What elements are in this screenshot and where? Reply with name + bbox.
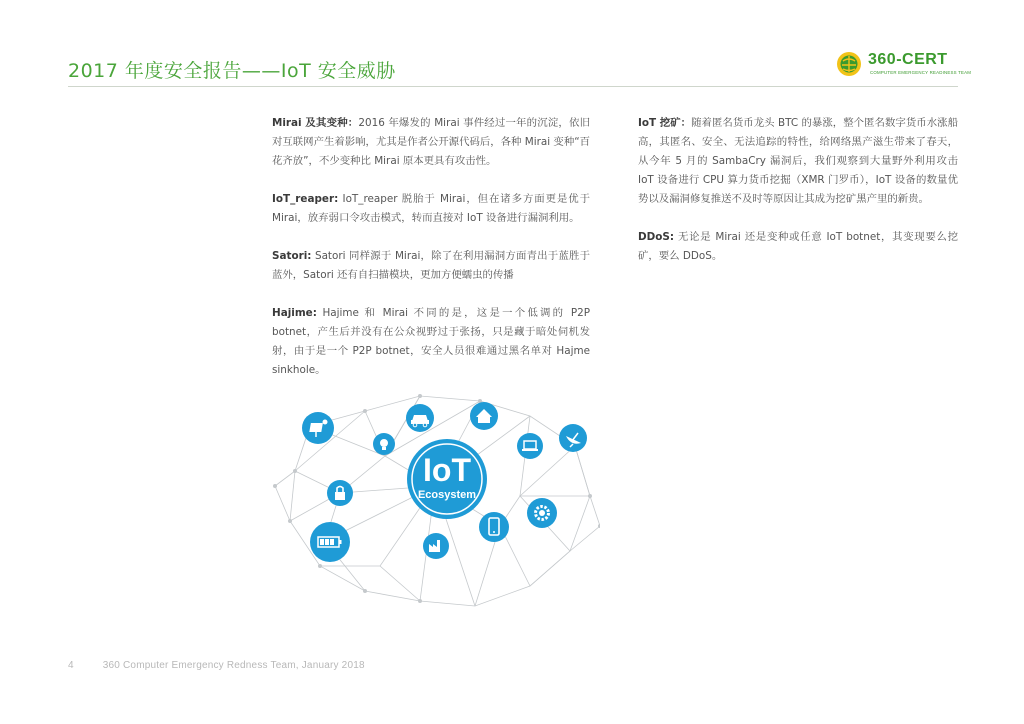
left-column xyxy=(272,114,590,399)
term-label: DDoS: xyxy=(638,231,675,243)
paragraph-text: 2016 年爆发的 Mirai 事件经过一年的沉淀，依旧对互联网产生着影响，尤其是作者公开源代码后，各种 Mirai 变种“百花齐放”，不少变种比 Mirai 原本更具有攻击性。 xyxy=(272,117,591,167)
footer-text: 360 Computer Emergency Redness Team, January 2018 xyxy=(102,660,365,671)
right-column xyxy=(638,114,958,285)
term-label: Satori: xyxy=(272,250,312,262)
term-label: Hajime: xyxy=(272,307,317,319)
paragraph-hajime xyxy=(272,304,590,380)
smartphone-icon xyxy=(479,512,509,542)
padlock-icon xyxy=(327,480,353,506)
solar-panel-icon xyxy=(302,412,334,444)
paragraph-text: Satori 同样源于 Mirai，除了在利用漏洞方面青出于蓝胜于蓝外，Satori 还有自扫描模块，更加方便蠕虫的传播 xyxy=(272,250,590,281)
term-label: Mirai 及其变种： xyxy=(272,117,359,129)
house-icon xyxy=(470,402,498,430)
logo-wordmark: 360-CERT xyxy=(868,51,948,68)
iot-center-hub xyxy=(407,439,487,519)
paragraph-text: Hajime 和 Mirai 不同的是，这是一个低调的 P2P botnet，产生后并没有在公众视野过于张扬，只是藏于暗处伺机发射，由于是一个 P2P botnet，安全人员很难通过黑名单对 Hajme sinkhole。 xyxy=(272,307,590,376)
paragraph-text: IoT_reaper 脱胎于 Mirai，但在诸多方面更是优于 Mirai，放弃弱口令攻击模式，转而直接对 IoT 设备进行漏洞利用。 xyxy=(272,193,590,224)
page-number: 4 xyxy=(68,660,74,671)
laptop-icon xyxy=(517,433,543,459)
satellite-dish-icon xyxy=(559,424,587,452)
hub-subtitle: Ecosystem xyxy=(417,489,477,501)
factory-icon xyxy=(423,533,449,559)
term-label: IoT_reaper: xyxy=(272,193,339,205)
paragraph-iot-mining xyxy=(638,114,958,209)
paragraph-text: 无论是 Mirai 还是变种或任意 IoT botnet，其变现要么挖矿，要么 DDoS。 xyxy=(638,231,958,262)
paragraph-iot-reaper xyxy=(272,190,590,228)
lightbulb-icon xyxy=(373,433,395,455)
iot-ecosystem-graphic xyxy=(270,386,600,616)
title-rule xyxy=(68,86,958,87)
360-cert-logo xyxy=(834,50,972,78)
gear-icon xyxy=(527,498,557,528)
paragraph-ddos xyxy=(638,228,958,266)
hub-title: IoT xyxy=(423,452,471,488)
paragraph-text: 随着匿名货币龙头 BTC 的暴涨，整个匿名数字货币水涨船高，其匿名、安全、无法追踪的特性，给网络黑产滋生带来了春天，从今年 5 月的 SambaCry 漏洞后，我们观察到大量野外利用攻击 IoT 设备进行 CPU 算力货币挖掘（XMR 门罗币），IoT 设备的数量优势以及漏洞修复推送不及时等原因让其成为挖矿黑产里的新贵。 xyxy=(638,117,958,205)
paragraph-mirai xyxy=(272,114,590,171)
page-title: 2017 年度安全报告——IoT 安全威胁 xyxy=(68,60,396,82)
logo-subtitle: COMPUTER EMERGENCY READINESS TEAM xyxy=(870,70,972,75)
car-icon xyxy=(406,404,434,432)
term-label: IoT 挖矿： xyxy=(638,117,692,129)
paragraph-satori xyxy=(272,247,590,285)
page-footer xyxy=(68,660,365,671)
globe-laurel-icon xyxy=(834,50,866,78)
battery-icon xyxy=(310,522,350,562)
